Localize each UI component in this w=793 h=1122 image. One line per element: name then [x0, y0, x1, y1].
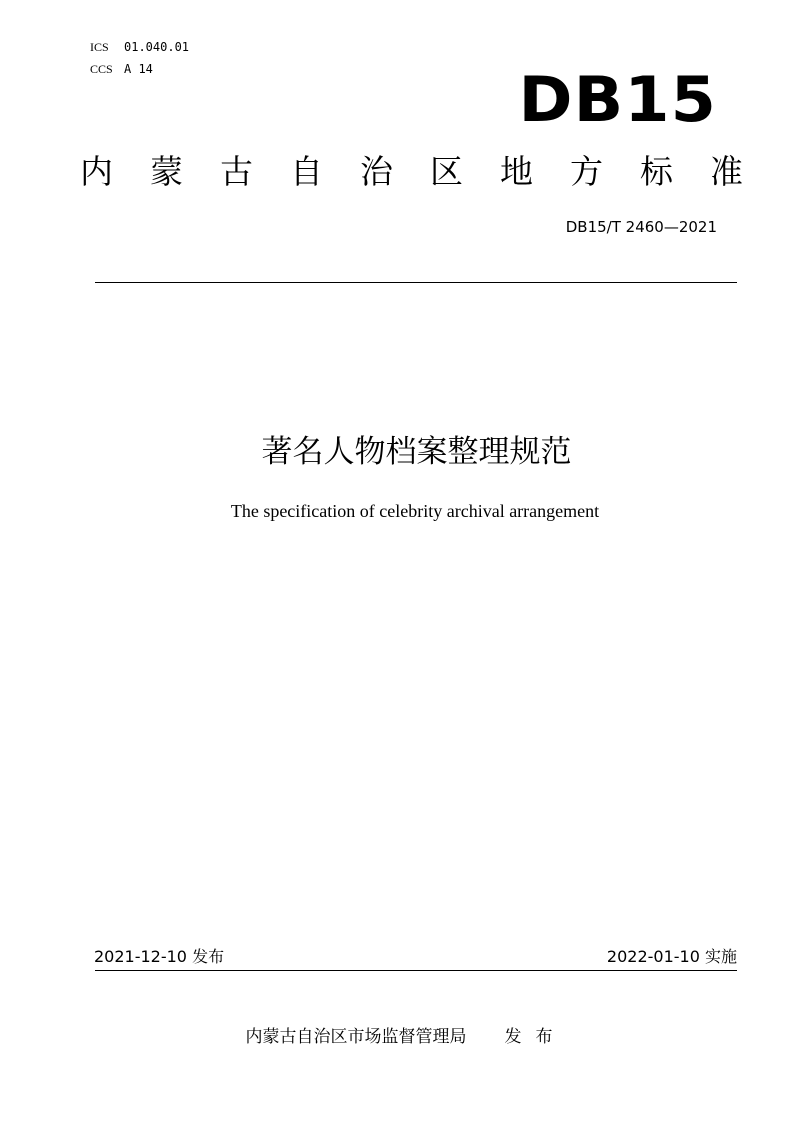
document-title: 著名人物档案整理规范	[261, 434, 572, 470]
ics-row	[90, 36, 189, 58]
standard-type-char: 自	[290, 152, 323, 191]
standard-number: DB15/T 2460—2021	[565, 218, 717, 236]
ccs-row	[90, 58, 189, 80]
publisher-name: 内蒙古自治区市场监督管理局	[245, 1027, 467, 1047]
standard-type-char: 古	[220, 152, 253, 191]
standard-type-char: 内	[80, 152, 113, 191]
standard-logo: DB15	[518, 63, 717, 136]
issue-date: 2021-12-10 发布	[94, 947, 225, 966]
ccs-label: CCS	[90, 62, 113, 76]
standard-type-char: 准	[710, 152, 743, 191]
standard-type-char: 标	[640, 152, 673, 191]
document-title-english: The specification of celebrity archival arrangement	[230, 501, 600, 521]
ccs-value: A 14	[124, 62, 153, 76]
top-divider	[95, 282, 737, 283]
standard-type-char: 治	[360, 152, 393, 191]
ics-value: 01.040.01	[124, 40, 190, 54]
bottom-divider	[95, 970, 737, 971]
implementation-date: 2022-01-10 实施	[606, 947, 737, 966]
publisher-line	[0, 1025, 793, 1049]
standard-type-char: 方	[570, 152, 603, 191]
classification-codes	[90, 36, 189, 80]
standard-type-char: 蒙	[150, 152, 183, 191]
standard-type-char: 区	[430, 152, 463, 191]
publisher-action: 发布	[504, 1027, 567, 1047]
ics-label: ICS	[90, 40, 109, 54]
standard-type-char: 地	[500, 152, 533, 191]
standard-type-heading	[80, 152, 743, 192]
